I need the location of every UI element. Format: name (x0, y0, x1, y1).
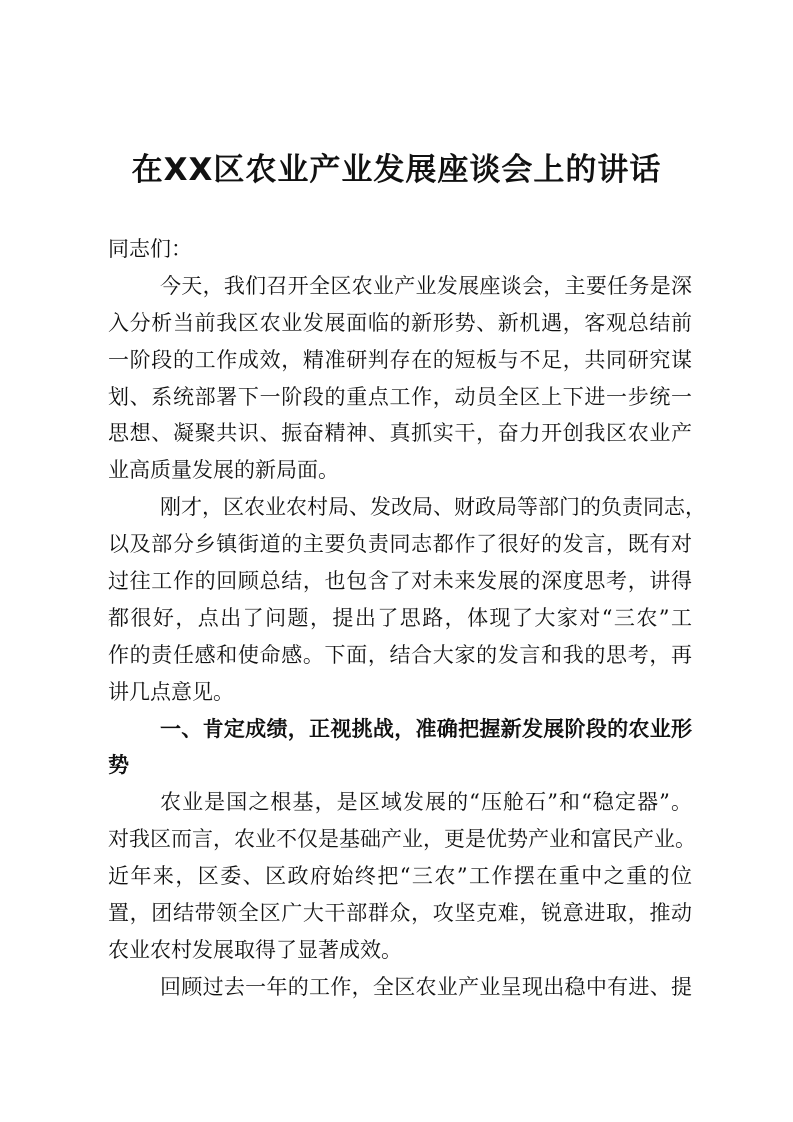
text-line: 都很好，点出了问题，提出了思路，体现了大家对“三农”工 (108, 605, 692, 630)
text-line: 一、肯定成绩，正视挑战，准确把握新发展阶段的农业形 (160, 716, 692, 741)
text-line: 一阶段的工作成效，精准研判存在的短板与不足，共同研究谋 (108, 347, 692, 372)
text-line: 划、系统部署下一阶段的重点工作，动员全区上下进一步统一 (108, 384, 692, 409)
paragraph (108, 784, 696, 968)
text-line: 过往工作的回顾总结，也包含了对未来发展的深度思考，讲得 (108, 569, 692, 594)
text-line: 置，团结带领全区广大干部群众，攻坚克难，锐意进取，推动 (108, 901, 692, 926)
section-heading (108, 711, 692, 785)
text-line: 同志们： (108, 237, 192, 261)
text-line: 今天，我们召开全区农业产业发展座谈会，主要任务是深 (160, 273, 692, 298)
document-body (108, 231, 706, 1006)
text-line: 作的责任感和使命感。下面，结合大家的发言和我的思考，再 (108, 642, 692, 667)
text-line: 以及部分乡镇街道的主要负责同志都作了很好的发言，既有对 (108, 532, 692, 557)
text-line: 近年来，区委、区政府始终把“三农”工作摆在重中之重的位 (108, 864, 692, 889)
text-line: 刚才，区农业农村局、发改局、财政局等部门的负责同志， (160, 495, 706, 520)
text-line: 农业农村发展取得了显著成效。 (108, 937, 402, 962)
paragraph (108, 268, 692, 489)
text-line: 回顾过去一年的工作，全区农业产业呈现出稳中有进、提 (160, 974, 692, 999)
text-line: 对我区而言，农业不仅是基础产业，更是优势产业和富民产业。 (108, 827, 696, 852)
salutation (108, 231, 692, 268)
text-line: 讲几点意见。 (108, 679, 234, 704)
text-line: 业高质量发展的新局面。 (108, 458, 339, 483)
paragraph (108, 969, 692, 1006)
text-line: 农业是国之根基，是区域发展的“压舱石”和“稳定器”。 (160, 790, 692, 815)
text-line: 入分析当前我区农业发展面临的新形势、新机遇，客观总结前 (108, 310, 692, 335)
text-line: 势 (108, 753, 129, 778)
text-line: 思想、凝聚共识、振奋精神、真抓实干，奋力开创我区农业产 (108, 421, 692, 446)
document-title: 在XX区农业产业发展座谈会上的讲话 (131, 152, 662, 188)
paragraph (108, 489, 706, 710)
